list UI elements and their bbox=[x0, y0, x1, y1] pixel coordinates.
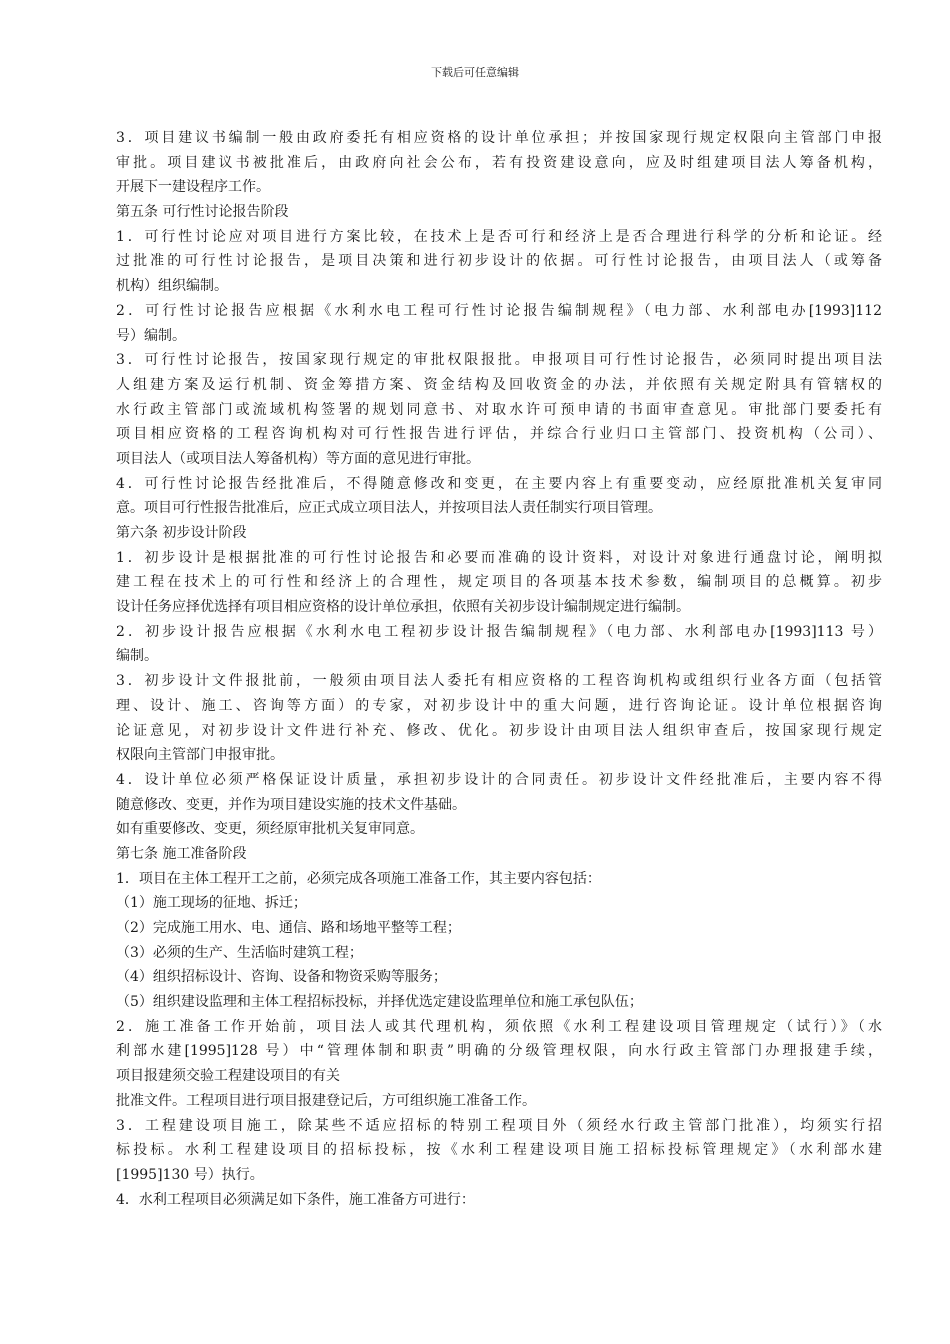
text-line: 水行政主管部门或流域机构签署的规划同意书、对取水许可预申请的书面审查意见。审批部门要委托有 bbox=[116, 401, 882, 418]
text-line: 意。项目可行性报告批准后，应正式成立项目法人，并按项目法人责任制实行项目管理。 bbox=[116, 500, 662, 517]
text-line: 4．设计单位必须严格保证设计质量，承担初步设计的合同责任。初步设计文件经批准后，主要内容不得 bbox=[116, 771, 882, 788]
text-line: 第七条 施工准备阶段 bbox=[116, 845, 247, 862]
text-line: （4）组织招标设计、咨询、设备和物资采购等服务； bbox=[116, 969, 447, 986]
text-line: 号）编制。 bbox=[116, 327, 186, 344]
text-line: [1995]130 号）执行。 bbox=[116, 1166, 264, 1183]
text-line: 论证意见，对初步设计文件进行补充、修改、优化。初步设计由项目法人组织审查后，按国家现行规定 bbox=[116, 722, 882, 739]
document-body bbox=[116, 126, 882, 1212]
text-line: （2）完成施工用水、电、通信、路和场地平整等工程； bbox=[116, 920, 461, 936]
text-line: （3）必须的生产、生活临时建筑工程； bbox=[116, 944, 363, 961]
text-line: 随意修改、变更，并作为项目建设实施的技术文件基础。 bbox=[116, 796, 466, 813]
text-line: 人组建方案及运行机制、资金筹措方案、资金结构及回收资金的办法，并依照有关规定附具有管辖权的 bbox=[116, 376, 882, 393]
text-line: 项目法人（或项目法人筹备机构）等方面的意见进行审批。 bbox=[116, 450, 480, 467]
text-line: 1．可行性讨论应对项目进行方案比较，在技术上是否可行和经济上是否合理进行科学的分析和论证。经 bbox=[116, 228, 882, 245]
text-line: 权限向主管部门申报审批。 bbox=[116, 747, 284, 764]
text-line: 项目报建须交验工程建设项目的有关 bbox=[116, 1068, 340, 1085]
text-line: （5）组织建设监理和主体工程招标投标，并择优选定建设监理单位和施工承包队伍； bbox=[116, 994, 643, 1011]
text-line: 建工程在技术上的可行性和经济上的合理性，规定项目的各项基本技术参数，编制项目的总概算。初步 bbox=[116, 574, 882, 591]
text-line: 2．初步设计报告应根据《水利水电工程初步设计报告编制规程》（电力部、水利部电办[1993]113 号） bbox=[116, 623, 882, 640]
text-line: 项目相应资格的工程咨询机构对可行性报告进行评估，并综合行业归口主管部门、投资机构（公司）、 bbox=[116, 426, 882, 443]
text-line: 编制。 bbox=[116, 648, 158, 665]
text-line: 1．项目在主体工程开工之前，必须完成各项施工准备工作，其主要内容包括： bbox=[116, 870, 601, 887]
text-line: 第六条 初步设计阶段 bbox=[116, 525, 247, 541]
text-line: 标投标。水利工程建设项目的招标投标，按《水利工程建设项目施工招标投标管理规定》（水利部水建 bbox=[116, 1142, 882, 1159]
text-line: 理、设计、施工、咨询等方面）的专家，对初步设计中的重大问题，进行咨询论证。设计单位根据咨询 bbox=[116, 697, 882, 714]
text-line: （1）施工现场的征地、拆迁； bbox=[116, 895, 307, 912]
text-line: 2．可行性讨论报告应根据《水利水电工程可行性讨论报告编制规程》（电力部、水利部电办[1993]112 bbox=[116, 302, 882, 319]
text-line: 3．工程建设项目施工，除某些不适应招标的特别工程项目外（须经水行政主管部门批准），均须实行招 bbox=[116, 1117, 882, 1134]
text-line: 批准文件。工程项目进行项目报建登记后，方可组织施工准备工作。 bbox=[116, 1092, 536, 1109]
page-header: 下载后可任意编辑 bbox=[431, 66, 519, 79]
text-line: 第五条 可行性讨论报告阶段 bbox=[116, 204, 289, 221]
text-line: 3．初步设计文件报批前，一般须由项目法人委托有相应资格的工程咨询机构或组织行业各方面（包括管 bbox=[116, 673, 882, 690]
text-line: 利部水建[1995]128 号）中“管理体制和职责”明确的分级管理权限，向水行政主管部门办理报建手续， bbox=[116, 1043, 882, 1060]
text-line: 审批。项目建议书被批准后，由政府向社会公布，若有投资建设意向，应及时组建项目法人筹备机构， bbox=[116, 154, 882, 171]
text-line: 1．初步设计是根据批准的可行性讨论报告和必要而准确的设计资料，对设计对象进行通盘讨论，阐明拟 bbox=[116, 549, 882, 566]
text-line: 4．水利工程项目必须满足如下条件，施工准备方可进行： bbox=[116, 1191, 475, 1208]
text-line: 3．可行性讨论报告，按国家现行规定的审批权限报批。申报项目可行性讨论报告，必须同时提出项目法 bbox=[116, 352, 882, 369]
text-line: 4．可行性讨论报告经批准后，不得随意修改和变更，在主要内容上有重要变动，应经原批准机关复审同 bbox=[116, 475, 882, 492]
text-line: 如有重要修改、变更，须经原审批机关复审同意。 bbox=[116, 821, 424, 838]
text-line: 开展下一建设程序工作。 bbox=[116, 179, 270, 196]
text-line: 设计任务应择优选择有项目相应资格的设计单位承担，依照有关初步设计编制规定进行编制。 bbox=[116, 599, 690, 616]
text-line: 过批准的可行性讨论报告，是项目决策和进行初步设计的依据。可行性讨论报告，由项目法人（或筹备 bbox=[116, 253, 882, 270]
text-line: 3．项目建议书编制一般由政府委托有相应资格的设计单位承担；并按国家现行规定权限向主管部门申报 bbox=[116, 130, 882, 146]
text-line: 机构）组织编制。 bbox=[116, 278, 228, 295]
text-line: 2．施工准备工作开始前，项目法人或其代理机构，须依照《水利工程建设项目管理规定（试行）》（水 bbox=[116, 1018, 882, 1035]
